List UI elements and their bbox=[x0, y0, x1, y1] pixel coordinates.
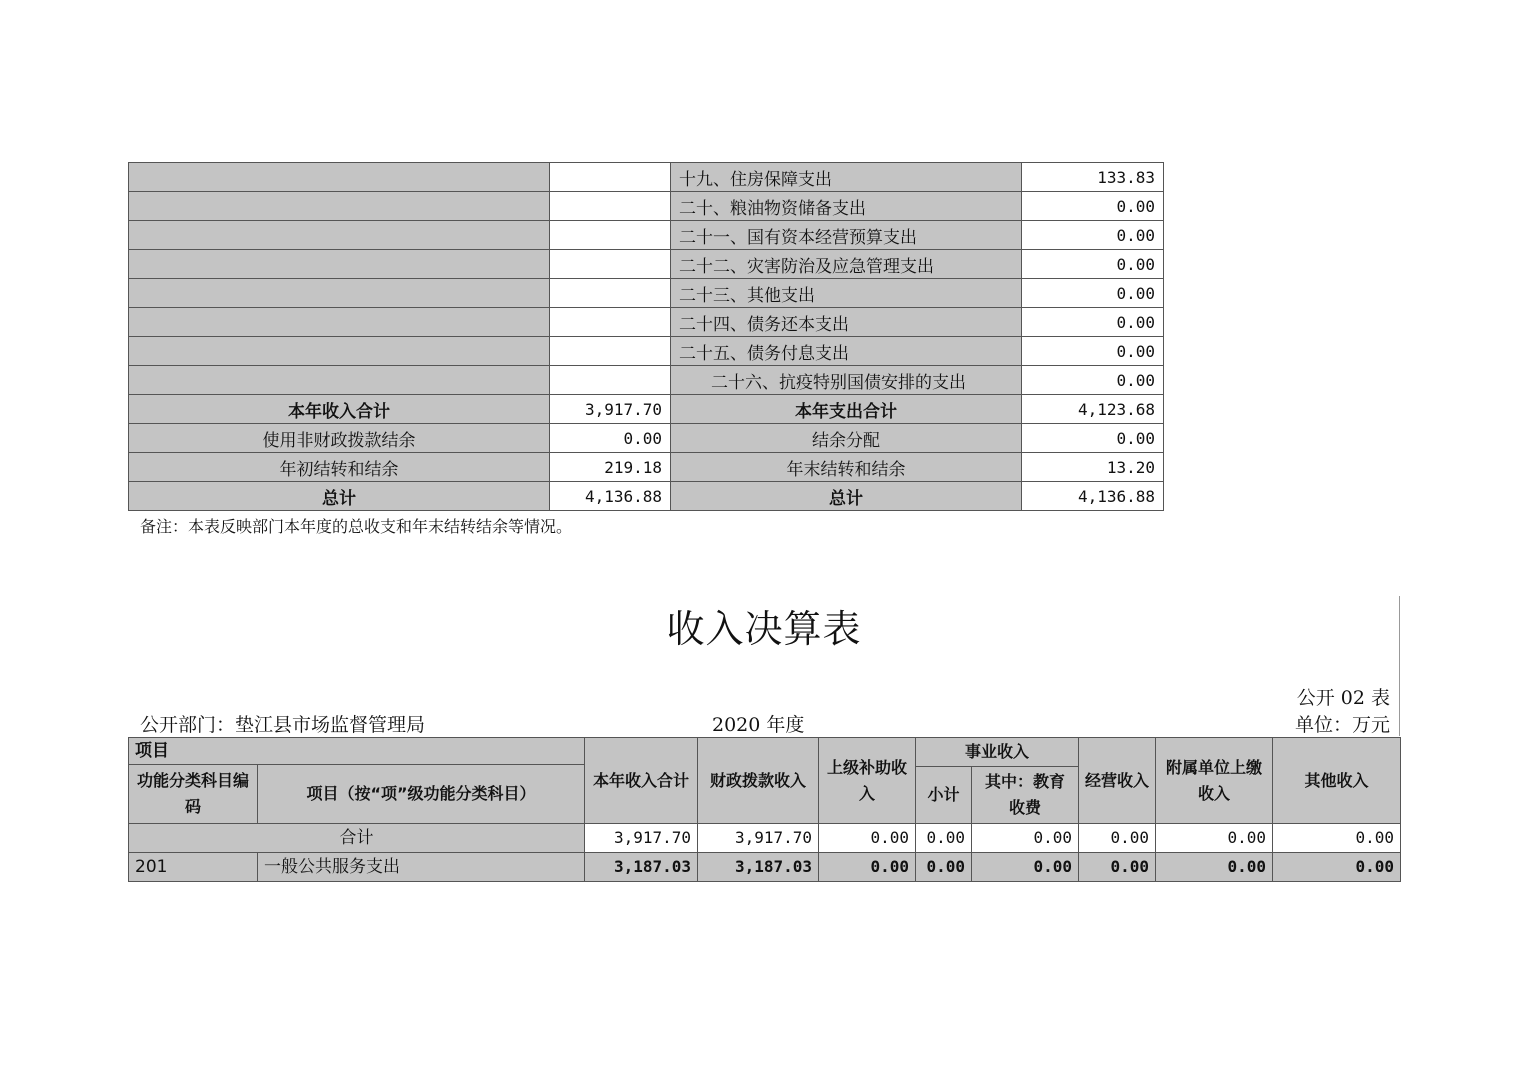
nonfiscal-balance-label: 使用非财政拨款结余 bbox=[129, 424, 550, 453]
total-cell: 3,917.70 bbox=[585, 824, 698, 853]
expense-label: 二十、粮油物资储备支出 bbox=[671, 192, 1022, 221]
income-value-cell bbox=[550, 308, 671, 337]
table-row bbox=[129, 308, 1164, 337]
row-code: 201 bbox=[129, 853, 258, 882]
header-function-code: 功能分类科目编码 bbox=[129, 765, 258, 824]
expense-label: 二十二、灾害防治及应急管理支出 bbox=[671, 250, 1022, 279]
nonfiscal-balance-value: 0.00 bbox=[550, 424, 671, 453]
income-label-cell bbox=[129, 366, 550, 395]
header-education-fee: 其中：教育收费 bbox=[972, 767, 1079, 824]
expense-value: 0.00 bbox=[1022, 279, 1164, 308]
income-value-cell bbox=[550, 366, 671, 395]
header-fiscal-appropriation: 财政拨款收入 bbox=[698, 738, 819, 824]
total-expense-value: 4,123.68 bbox=[1022, 395, 1164, 424]
income-value-cell bbox=[550, 192, 671, 221]
expense-label: 二十三、其他支出 bbox=[671, 279, 1022, 308]
header-row bbox=[129, 738, 1401, 765]
header-total-income: 本年收入合计 bbox=[585, 738, 698, 824]
total-expense-label: 本年支出合计 bbox=[671, 395, 1022, 424]
header-business-income: 事业收入 bbox=[916, 738, 1079, 767]
total-cell: 0.00 bbox=[972, 824, 1079, 853]
income-label-cell bbox=[129, 163, 550, 192]
balance-distribution-value: 0.00 bbox=[1022, 424, 1164, 453]
expense-label: 二十六、抗疫特别国债安排的支出 bbox=[671, 366, 1022, 395]
opening-balance-label: 年初结转和结余 bbox=[129, 453, 550, 482]
total-label: 合计 bbox=[129, 824, 585, 853]
header-other-income: 其他收入 bbox=[1273, 738, 1401, 824]
table-row bbox=[129, 250, 1164, 279]
table-row bbox=[129, 453, 1164, 482]
total-cell: 0.00 bbox=[916, 824, 972, 853]
expense-value: 0.00 bbox=[1022, 366, 1164, 395]
income-value-cell bbox=[550, 221, 671, 250]
table-row bbox=[129, 853, 1401, 882]
header-subtotal: 小计 bbox=[916, 767, 972, 824]
expense-value: 0.00 bbox=[1022, 192, 1164, 221]
expense-value: 133.83 bbox=[1022, 163, 1164, 192]
income-value-cell bbox=[550, 337, 671, 366]
income-label-cell bbox=[129, 221, 550, 250]
income-value-cell bbox=[550, 279, 671, 308]
closing-balance-value: 13.20 bbox=[1022, 453, 1164, 482]
header-operating-income: 经营收入 bbox=[1079, 738, 1156, 824]
header-affiliated-income: 附属单位上缴收入 bbox=[1156, 738, 1273, 824]
table-row bbox=[129, 221, 1164, 250]
table-row bbox=[129, 163, 1164, 192]
income-label-cell bbox=[129, 337, 550, 366]
income-table bbox=[128, 737, 1401, 882]
expense-value: 0.00 bbox=[1022, 221, 1164, 250]
row-cell: 0.00 bbox=[1273, 853, 1401, 882]
grand-total-label-left: 总计 bbox=[129, 482, 550, 511]
table-number: 公开 02 表 bbox=[1296, 687, 1390, 709]
table-row bbox=[129, 279, 1164, 308]
income-label-cell bbox=[129, 308, 550, 337]
total-income-value: 3,917.70 bbox=[550, 395, 671, 424]
expense-label: 十九、住房保障支出 bbox=[671, 163, 1022, 192]
income-label-cell bbox=[129, 279, 550, 308]
table-note: 备注：本表反映部门本年度的总收支和年末结转结余等情况。 bbox=[140, 517, 573, 536]
page-title: 收入决算表 bbox=[666, 607, 862, 651]
header-item-name: 项目（按“项”级功能分类科目） bbox=[258, 765, 585, 824]
table-row bbox=[129, 192, 1164, 221]
row-cell: 0.00 bbox=[819, 853, 916, 882]
grand-total-value-left: 4,136.88 bbox=[550, 482, 671, 511]
department-label: 公开部门：垫江县市场监督管理局 bbox=[140, 714, 426, 736]
opening-balance-value: 219.18 bbox=[550, 453, 671, 482]
grand-total-label-right: 总计 bbox=[671, 482, 1022, 511]
expense-label: 二十一、国有资本经营预算支出 bbox=[671, 221, 1022, 250]
table-row bbox=[129, 424, 1164, 453]
expense-value: 0.00 bbox=[1022, 250, 1164, 279]
closing-balance-label: 年末结转和结余 bbox=[671, 453, 1022, 482]
income-value-cell bbox=[550, 163, 671, 192]
total-cell: 0.00 bbox=[819, 824, 916, 853]
expense-value: 0.00 bbox=[1022, 308, 1164, 337]
expense-label: 二十四、债务还本支出 bbox=[671, 308, 1022, 337]
grand-total-row bbox=[129, 482, 1164, 511]
total-row-income bbox=[129, 395, 1164, 424]
unit-label: 单位：万元 bbox=[1294, 714, 1390, 736]
income-label-cell bbox=[129, 250, 550, 279]
header-superior-subsidy: 上级补助收入 bbox=[819, 738, 916, 824]
header-project: 项目 bbox=[129, 738, 585, 765]
expense-value: 0.00 bbox=[1022, 337, 1164, 366]
row-name: 一般公共服务支出 bbox=[258, 853, 585, 882]
row-cell: 3,187.03 bbox=[585, 853, 698, 882]
income-label-cell bbox=[129, 192, 550, 221]
row-cell: 3,187.03 bbox=[698, 853, 819, 882]
total-cell: 0.00 bbox=[1079, 824, 1156, 853]
row-cell: 0.00 bbox=[1079, 853, 1156, 882]
summary-table bbox=[128, 162, 1164, 511]
expense-label: 二十五、债务付息支出 bbox=[671, 337, 1022, 366]
row-cell: 0.00 bbox=[916, 853, 972, 882]
divider bbox=[1399, 596, 1400, 736]
row-cell: 0.00 bbox=[1156, 853, 1273, 882]
income-value-cell bbox=[550, 250, 671, 279]
total-cell: 0.00 bbox=[1156, 824, 1273, 853]
grand-total-value-right: 4,136.88 bbox=[1022, 482, 1164, 511]
total-income-label: 本年收入合计 bbox=[129, 395, 550, 424]
total-cell: 0.00 bbox=[1273, 824, 1401, 853]
table-row bbox=[129, 366, 1164, 395]
total-row bbox=[129, 824, 1401, 853]
fiscal-year: 2020 年度 bbox=[712, 714, 805, 736]
table-row bbox=[129, 337, 1164, 366]
balance-distribution-label: 结余分配 bbox=[671, 424, 1022, 453]
total-cell: 3,917.70 bbox=[698, 824, 819, 853]
row-cell: 0.00 bbox=[972, 853, 1079, 882]
